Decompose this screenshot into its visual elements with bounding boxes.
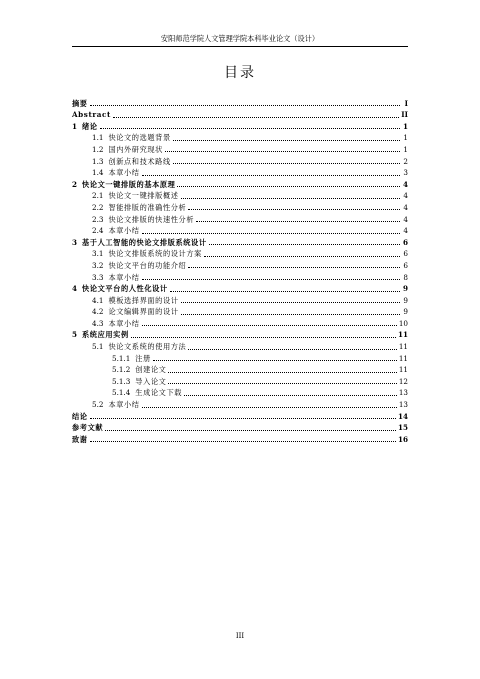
toc-leader-dots — [177, 186, 400, 187]
toc-entry-title: 本章小结 — [108, 318, 140, 328]
toc-entry-title: 论文编辑界面的设计 — [108, 307, 179, 317]
toc-entry-page: 15 — [397, 423, 408, 433]
toc-leader-dots — [181, 302, 400, 303]
toc-leader-dots — [142, 233, 400, 234]
toc-entry-page: 6 — [403, 249, 408, 259]
toc-entry[interactable] — [72, 200, 408, 212]
toc-leader-dots — [181, 198, 400, 199]
toc-entry-page: 2 — [403, 156, 408, 166]
toc-leader-dots — [142, 325, 397, 326]
toc-entry[interactable] — [72, 212, 408, 224]
toc-entry[interactable] — [72, 177, 408, 189]
toc-entry-title: 系统应用实例 — [82, 330, 129, 340]
toc-leader-dots — [204, 256, 400, 257]
toc-entry[interactable] — [72, 397, 408, 409]
toc-entry-page: 12 — [398, 376, 408, 386]
toc-entry-page: 13 — [398, 388, 408, 398]
toc-entry[interactable] — [72, 131, 408, 143]
toc-entry-title: 摘要 — [72, 98, 88, 108]
toc-entry-number: 1.2 — [92, 144, 104, 154]
toc-entry-title: 本章小结 — [108, 400, 140, 410]
toc-leader-dots — [209, 244, 400, 245]
toc-entry-number: 2.1 — [92, 191, 104, 201]
toc-entry-page: 9 — [403, 307, 408, 317]
toc-entry-number: 1.3 — [92, 156, 104, 166]
toc-leader-dots — [184, 395, 397, 396]
toc-entry-page: 4 — [403, 226, 408, 236]
toc-entry-page: 1 — [403, 144, 408, 154]
toc-entry-number: 5.1 — [92, 342, 104, 352]
toc-leader-dots — [181, 314, 400, 315]
running-header: 安阳师范学院人文管理学院本科毕业论文（设计） — [160, 34, 320, 43]
toc-entry-title: Abstract — [72, 110, 111, 120]
toc-entry-page: 14 — [397, 411, 408, 421]
toc-entry-number: 1 — [72, 121, 78, 131]
toc-entry[interactable] — [72, 189, 408, 201]
toc-entry-title: 智能排版的准确性分析 — [108, 202, 187, 212]
toc-entry-page: 1 — [403, 133, 408, 143]
toc-entry-number: 4.1 — [92, 295, 104, 305]
toc-leader-dots — [90, 418, 396, 419]
toc-entry[interactable] — [72, 293, 408, 305]
toc-entry-title: 创建论文 — [135, 365, 167, 375]
toc-leader-dots — [188, 209, 400, 210]
toc-leader-dots — [170, 291, 400, 292]
toc-entry-page: 9 — [403, 295, 408, 305]
toc-entry-title: 快论文一键排版的基本原理 — [82, 179, 176, 189]
toc-entry-title: 生成论文下载 — [135, 388, 183, 398]
toc-entry-page: 3 — [403, 168, 408, 178]
toc-entry-page: 11 — [397, 330, 408, 340]
toc-entry-title: 快论文排版的快速性分析 — [108, 214, 195, 224]
toc-entry-number: 1.4 — [92, 168, 104, 178]
toc-entry[interactable] — [72, 421, 408, 433]
toc-entry[interactable] — [72, 154, 408, 166]
toc-entry-title: 创新点和技术路线 — [108, 156, 171, 166]
toc-entry-title: 结论 — [72, 411, 88, 421]
toc-entry-page: 4 — [403, 191, 408, 201]
toc-entry[interactable] — [72, 258, 408, 270]
toc-entry-title: 基于人工智能的快论文排版系统设计 — [82, 237, 207, 247]
toc-entry-page: 6 — [402, 237, 408, 247]
toc-entry-page: II — [401, 110, 408, 120]
toc-entry-title: 快论文一键排版概述 — [108, 191, 179, 201]
toc-entry[interactable] — [72, 386, 408, 398]
toc-entry-number: 5.2 — [92, 400, 104, 410]
toc-entry[interactable] — [72, 282, 408, 294]
toc-leader-dots — [153, 360, 397, 361]
toc-entry[interactable] — [72, 119, 408, 131]
toc-entry-title: 本章小结 — [108, 226, 140, 236]
toc-entry-page: 13 — [398, 400, 408, 410]
toc-entry-title: 绪论 — [82, 121, 98, 131]
toc-entry-title: 快论文的选题背景 — [108, 133, 171, 143]
page-number: III — [235, 632, 245, 640]
toc-entry-page: 11 — [398, 365, 408, 375]
toc-entry[interactable] — [72, 351, 408, 363]
toc-entry-page: I — [404, 98, 408, 108]
toc-leader-dots — [168, 372, 396, 373]
toc-leader-dots — [105, 430, 396, 431]
toc-entry-page: 11 — [398, 353, 408, 363]
toc-entry[interactable] — [72, 374, 408, 386]
header-rule — [72, 46, 408, 47]
toc-entry[interactable] — [72, 235, 408, 247]
toc-leader-dots — [142, 175, 400, 176]
toc-entry-page: 6 — [403, 260, 408, 270]
toc-entry[interactable] — [72, 363, 408, 375]
toc-entry-number: 5.1.4 — [112, 388, 131, 398]
toc-entry-number: 3.2 — [92, 260, 104, 270]
toc-entry[interactable] — [72, 339, 408, 351]
toc-entry-title: 快论文系统的使用方法 — [108, 342, 187, 352]
toc-entry-title: 本章小结 — [108, 272, 140, 282]
toc-entry-number: 3.3 — [92, 272, 104, 282]
toc-entry-number: 3 — [72, 237, 78, 247]
toc-entry[interactable] — [72, 328, 408, 340]
toc-entry[interactable] — [72, 224, 408, 236]
toc-entry-title: 导入论文 — [135, 376, 167, 386]
toc-entry-number: 4.2 — [92, 307, 104, 317]
toc-entry-number: 2 — [72, 179, 78, 189]
toc-entry-number: 4 — [72, 284, 78, 294]
toc-leader-dots — [90, 105, 400, 106]
toc-entry[interactable] — [72, 305, 408, 317]
toc-entry[interactable] — [72, 316, 408, 328]
toc-entry[interactable] — [72, 166, 408, 178]
toc-entry[interactable] — [72, 270, 408, 282]
toc-entry-number: 2.3 — [92, 214, 104, 224]
toc-entry-page: 11 — [398, 342, 408, 352]
toc-entry[interactable] — [72, 409, 408, 421]
toc-entry-title: 国内外研究现状 — [108, 144, 163, 154]
toc-leader-dots — [142, 279, 400, 280]
toc-entry-page: 4 — [403, 202, 408, 212]
toc-entry-number: 3.1 — [92, 249, 104, 259]
toc-leader-dots — [90, 441, 396, 442]
table-of-contents — [72, 96, 408, 444]
toc-entry-number: 5.1.2 — [112, 365, 131, 375]
toc-entry-title: 注册 — [135, 353, 151, 363]
toc-entry-title: 快论文平台的功能介绍 — [108, 260, 187, 270]
toc-entry-title: 快论文排版系统的设计方案 — [108, 249, 202, 259]
toc-entry-title: 本章小结 — [108, 168, 140, 178]
toc-entry-title: 致谢 — [72, 434, 88, 444]
toc-entry-page: 8 — [403, 272, 408, 282]
toc-entry-page: 4 — [403, 214, 408, 224]
toc-entry-number: 5.1.3 — [112, 376, 131, 386]
toc-entry[interactable] — [72, 108, 408, 120]
toc-leader-dots — [188, 267, 400, 268]
toc-entry-number: 5.1.1 — [112, 353, 131, 363]
toc-entry-title: 快论文平台的人性化设计 — [82, 284, 168, 294]
toc-entry-page: 9 — [402, 284, 408, 294]
toc-entry[interactable] — [72, 247, 408, 259]
toc-leader-dots — [100, 128, 400, 129]
toc-leader-dots — [196, 221, 400, 222]
toc-entry-page: 16 — [397, 434, 408, 444]
toc-entry[interactable] — [72, 142, 408, 154]
toc-leader-dots — [168, 383, 396, 384]
toc-leader-dots — [142, 407, 397, 408]
toc-entry-page: 1 — [402, 121, 408, 131]
toc-entry-title: 参考文献 — [72, 423, 104, 433]
toc-leader-dots — [165, 151, 400, 152]
toc-entry-number: 2.2 — [92, 202, 104, 212]
toc-leader-dots — [131, 337, 396, 338]
toc-entry-title: 模板选择界面的设计 — [108, 295, 179, 305]
toc-entry-number: 5 — [72, 330, 78, 340]
toc-entry-page: 10 — [398, 318, 408, 328]
toc-entry-number: 1.1 — [92, 133, 104, 143]
toc-leader-dots — [173, 163, 400, 164]
toc-entry[interactable] — [72, 432, 408, 444]
toc-entry-page: 4 — [402, 179, 408, 189]
toc-entry[interactable] — [72, 96, 408, 108]
page-title: 目录 — [224, 65, 256, 81]
toc-leader-dots — [173, 140, 400, 141]
toc-entry-number: 4.3 — [92, 318, 104, 328]
toc-leader-dots — [188, 349, 397, 350]
toc-entry-number: 2.4 — [92, 226, 104, 236]
toc-leader-dots — [113, 117, 399, 118]
